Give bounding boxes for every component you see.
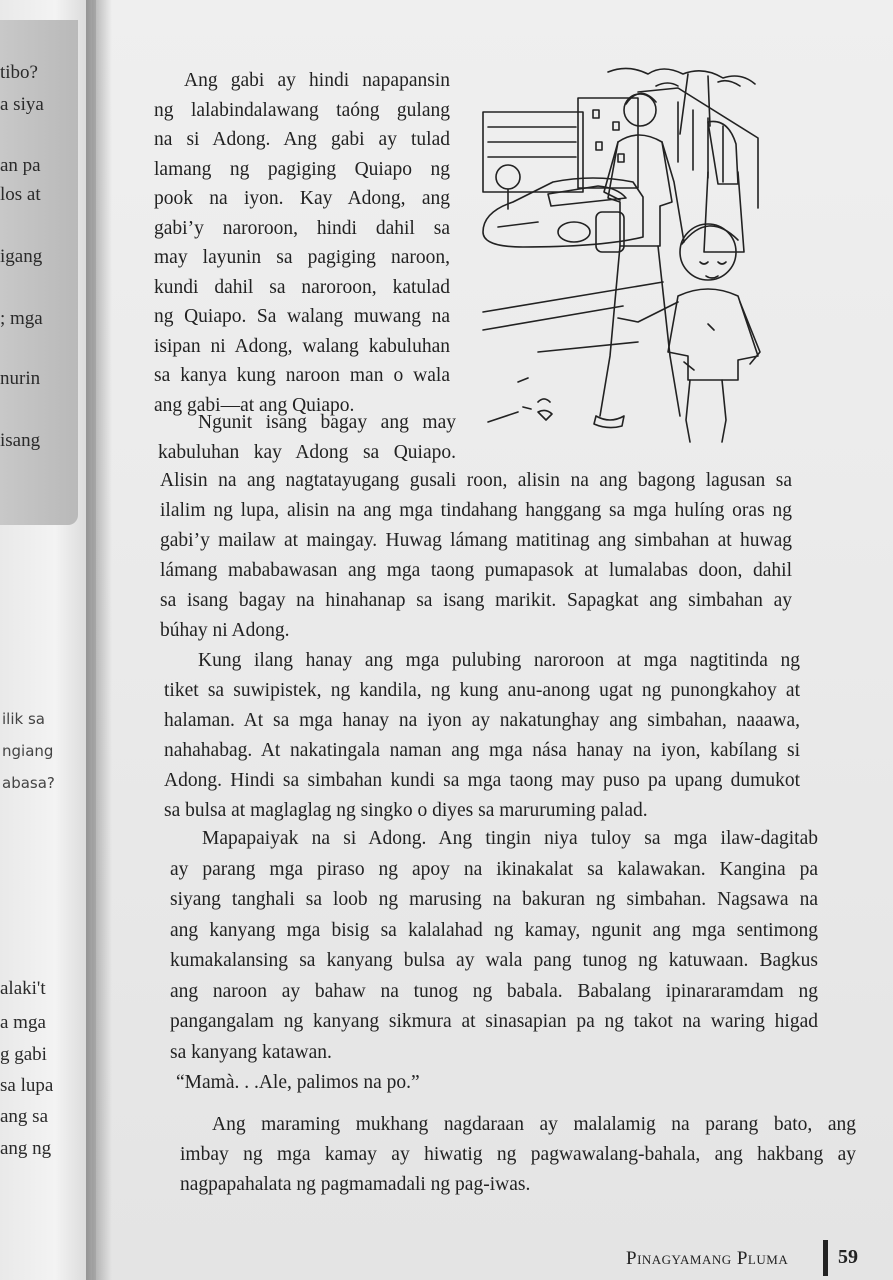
text-line: sa bulsa at maglaglag ng singko o diyes sa maruruming palad. xyxy=(164,800,648,821)
text-line: ng lalabindalawang taóng gulang xyxy=(154,99,450,121)
text-line: isipan ni Adong, walang kabuluhan xyxy=(154,335,450,357)
text-line: tiket sa suwipistek, ng kandila, ng kung anu-anong ugat ng punongkahoy at xyxy=(164,680,800,701)
text-line: kumakalansing sa kanyang bulsa ay wala pang tunog ng katuwaan. Bagkus xyxy=(170,950,818,971)
text-line: pangangalam ng kanyang sikmura at sinasapian pa ng takot na waring higad xyxy=(170,1011,818,1032)
paragraph-2-continued xyxy=(160,466,792,646)
text-line: lamang ng pagiging Quiapo ng xyxy=(154,158,450,180)
left-text-line: ilik sa xyxy=(2,710,45,728)
left-text-line: nurin xyxy=(0,368,41,389)
text-line: nagpapahalata ng pagmamadali ng pag-iwas. xyxy=(180,1174,531,1195)
text-line: gabi’y naroroon, hindi dahil sa xyxy=(154,217,450,239)
paragraph-4 xyxy=(170,824,818,1068)
text-line: ay parang mga piraso ng apoy na ikinakalat sa kalawakan. Kangina pa xyxy=(170,858,818,880)
dialogue-quote xyxy=(176,1068,576,1098)
left-text-line: sa lupa xyxy=(0,1075,54,1096)
text-line: kabuluhan kay Adong sa Quiapo. xyxy=(158,441,456,463)
text-line: ang kanyang mga bisig sa kalalahad ng kamay, ngunit ang mga sentimong xyxy=(170,919,818,941)
text-line: ang naroon ay bahaw na tunog ng babala. Babalang ipinararamdam ng xyxy=(170,980,818,1002)
text-line: sa kanya kung naroon man o wala xyxy=(154,365,450,386)
left-text-line: ngiang xyxy=(2,742,54,760)
left-text-line: an pa xyxy=(0,155,41,176)
text-line: Ang gabi ay hindi napapansin xyxy=(184,70,450,91)
text-line: Adong. Hindi sa simbahan kundi sa mga taong may puso pa upang dumukot xyxy=(164,770,800,791)
text-line: ng Quiapo. Sa walang muwang na xyxy=(154,306,450,327)
text-line: Ang maraming mukhang nagdaraan ay malalamig na parang bato, ang xyxy=(212,1114,856,1135)
text-line: gabi’y mailaw at maingay. Huwag lámang matitinag ang simbahan at huwag xyxy=(160,530,792,551)
left-text-line: igang xyxy=(0,246,43,267)
left-text-line: los at xyxy=(0,184,41,205)
text-line: búhay ni Adong. xyxy=(160,620,290,641)
story-illustration xyxy=(478,62,796,454)
text-line: Alisin na ang nagtatayugang gusali roon, alisin na ang bagong lagusan sa xyxy=(160,470,792,491)
paragraph-3 xyxy=(164,646,800,826)
paragraph-2-start xyxy=(158,408,456,467)
text-line: sa kanyang katawan. xyxy=(170,1041,332,1063)
left-text-line: ang ng xyxy=(0,1138,52,1159)
text-line: imbay ng mga kamay ay hiwatig ng pagwawalang-bahala, ang hakbang ay xyxy=(180,1144,856,1165)
text-line: “Mamà. . .Ale, palimos na po.” xyxy=(176,1072,420,1093)
paragraph-1 xyxy=(154,66,450,420)
text-line: Ngunit isang bagay ang may xyxy=(198,412,456,433)
text-line: ilalim ng lupa, alisin na ang mga tindahang hanggang sa mga hulíng oras ng xyxy=(160,500,792,521)
left-text-line: g gabi xyxy=(0,1044,47,1065)
left-text-line: ang sa xyxy=(0,1106,49,1127)
left-text-line: tibo? xyxy=(0,62,38,83)
text-line: nahahabag. At nakatingala naman ang mga nása hanay na iyon, kabílang si xyxy=(164,740,800,761)
book-spine-shadow xyxy=(86,0,112,1280)
left-text-line: a mga xyxy=(0,1012,46,1033)
text-line: ang gabi—at ang Quiapo. xyxy=(154,394,355,416)
left-text-line: ; mga xyxy=(0,308,43,329)
text-line: Kung ilang hanay ang mga pulubing naroroon at mga nagtitinda ng xyxy=(198,650,800,671)
text-line: siyang tanghali sa loob ng marusing na bakuran ng simbahan. Nagsawa na xyxy=(170,889,818,910)
text-line: na si Adong. Ang gabi ay tulad xyxy=(154,129,450,150)
text-line: Mapapaiyak na si Adong. Ang tingin niya tuloy sa mga ilaw-dagitab xyxy=(202,828,818,849)
paragraph-5 xyxy=(180,1110,856,1200)
text-line: halaman. At sa mga hanay na iyon ay nakatunghay ang simbahan, naaawa, xyxy=(164,710,800,731)
text-line: lámang mababawasan ang mga taong pumapasok at lumalabas doon, dahil xyxy=(160,560,792,581)
book-title: Pinagyamang Pluma xyxy=(626,1248,789,1269)
page-number: 59 xyxy=(838,1246,858,1268)
left-text-line: a siya xyxy=(0,94,44,115)
left-text-line: isang xyxy=(0,430,41,451)
text-line: kundi dahil sa naroroon, katulad xyxy=(154,276,450,298)
text-line: may layunin sa pagiging naroon, xyxy=(154,247,450,268)
text-line: sa isang bagay na hinahanap sa isang marikit. Sapagkat ang simbahan ay xyxy=(160,590,792,611)
left-page-edge xyxy=(0,0,92,1280)
footer-divider xyxy=(823,1240,828,1276)
left-text-line: alaki't xyxy=(0,978,46,999)
text-line: pook na iyon. Kay Adong, ang xyxy=(154,188,450,209)
left-text-line: abasa? xyxy=(2,774,55,792)
